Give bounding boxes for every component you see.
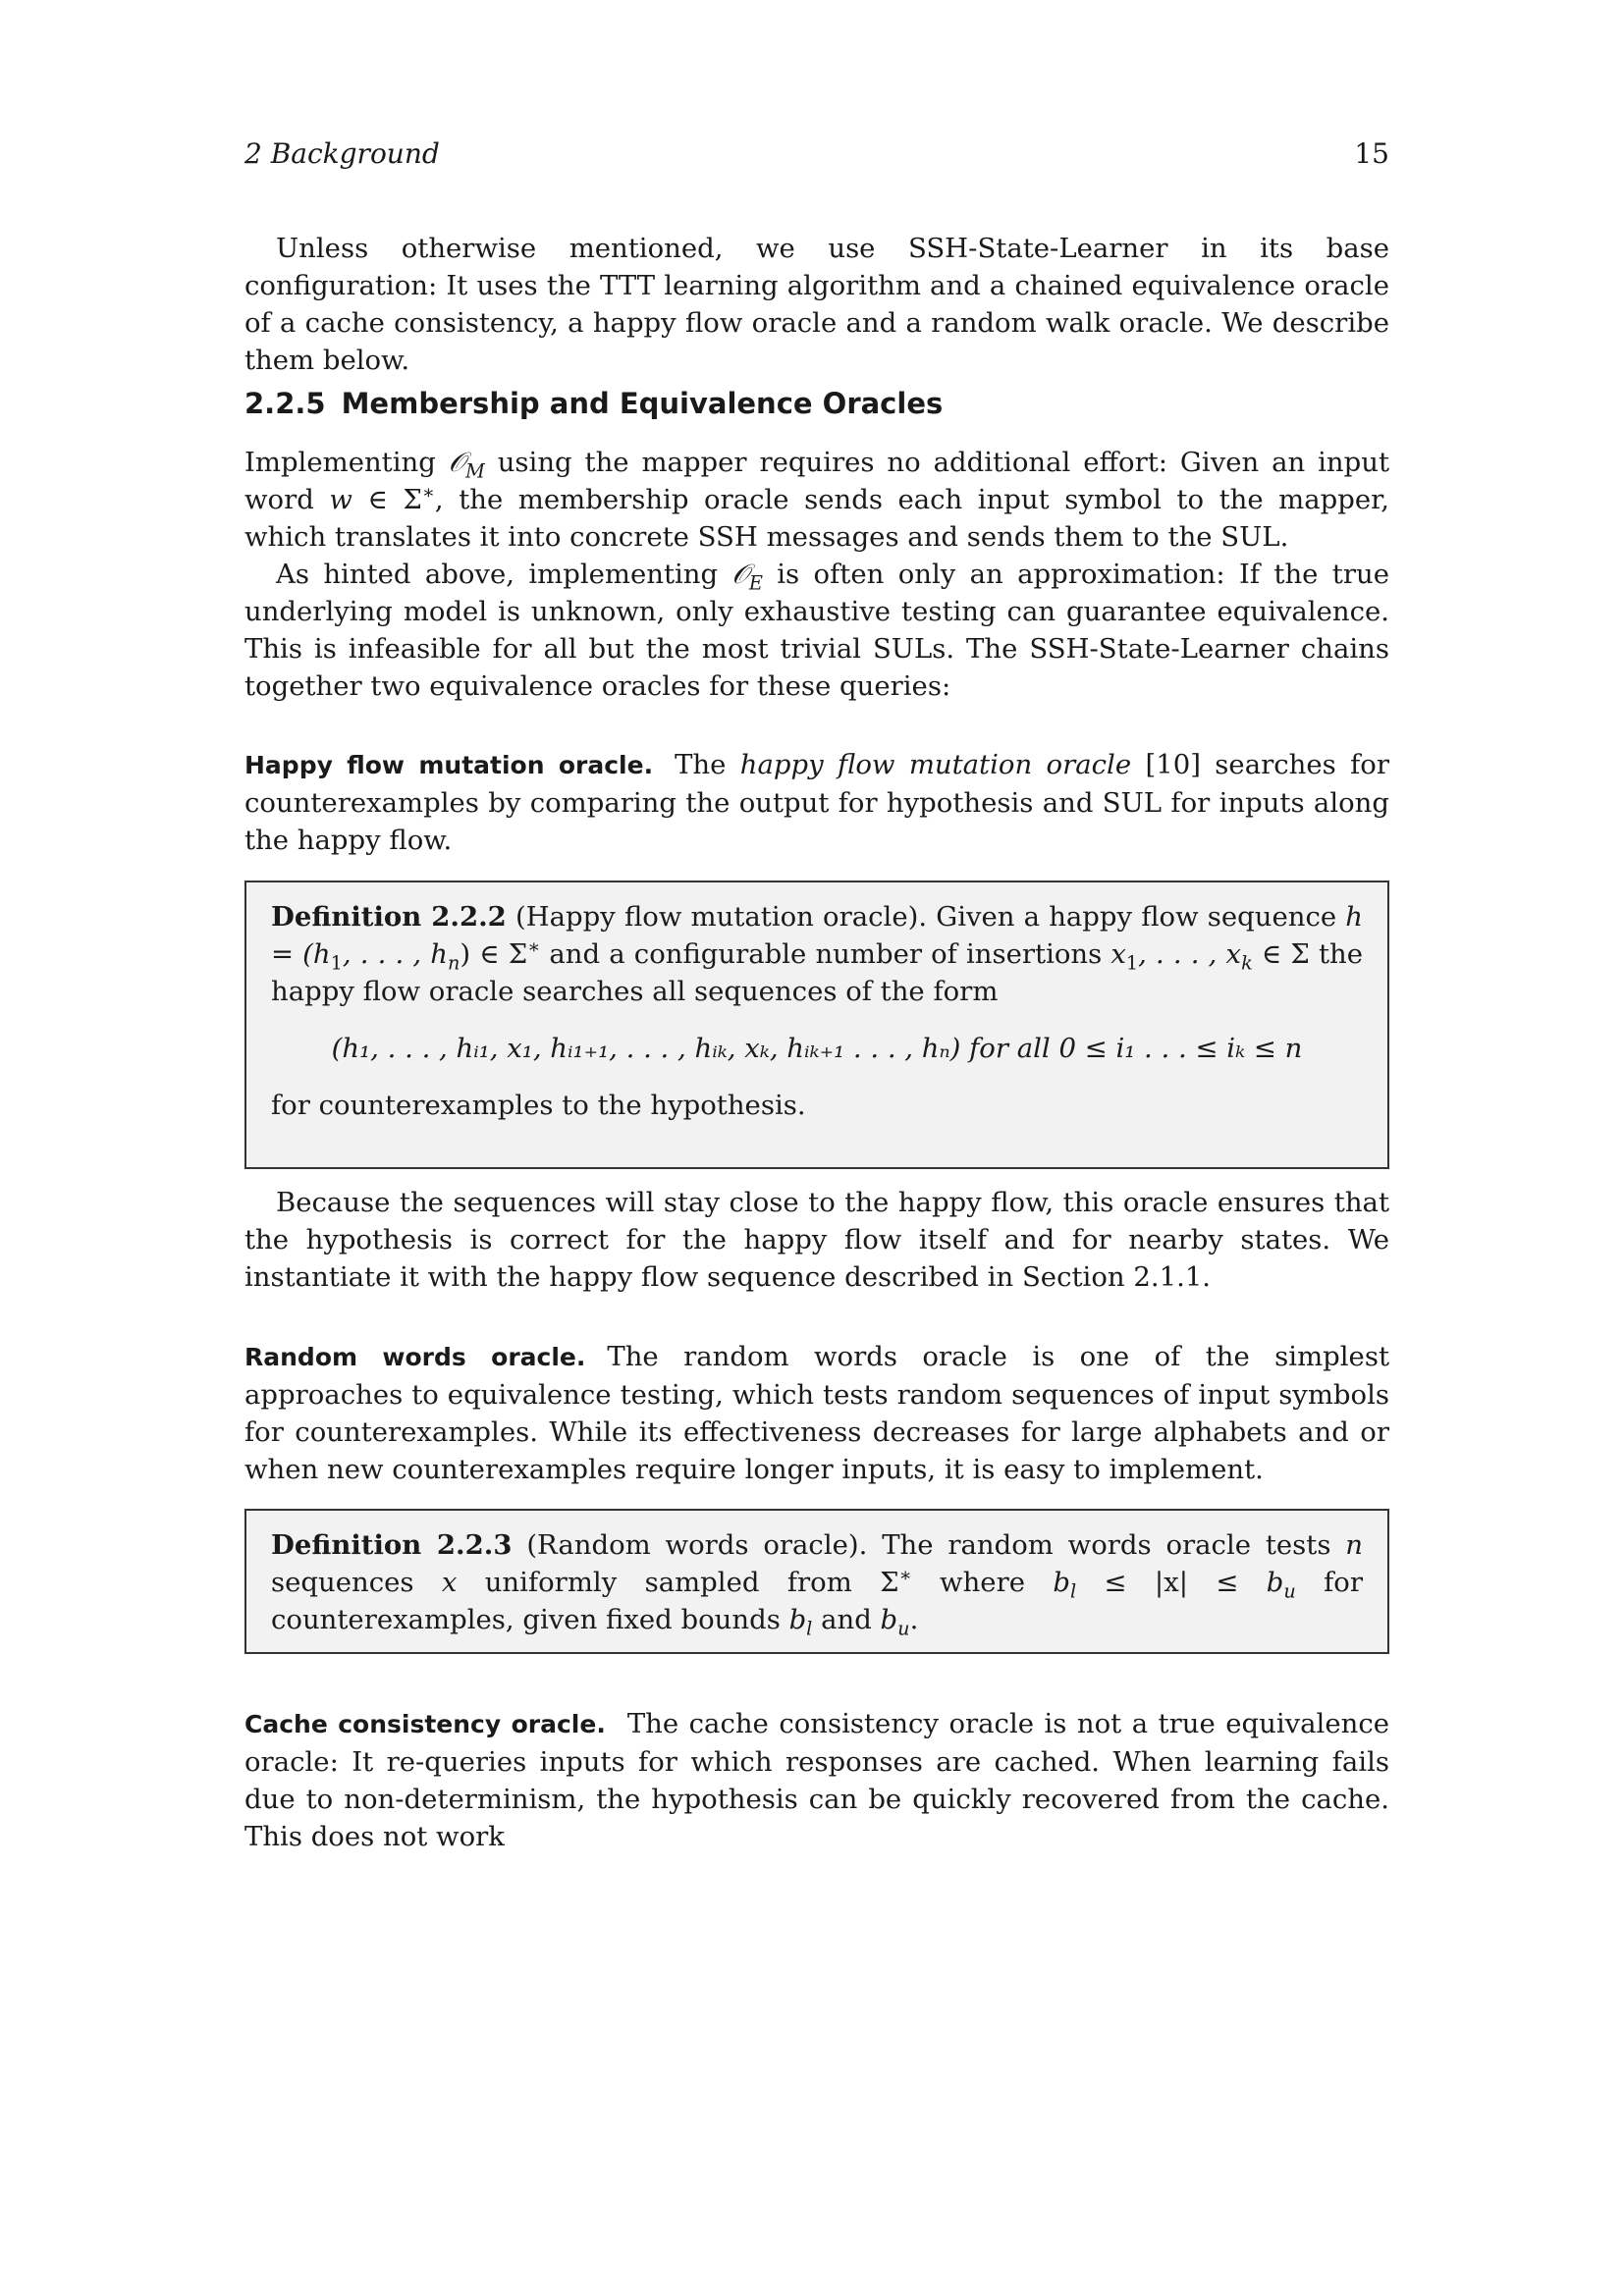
page-number: 15 — [1354, 137, 1389, 170]
equivalence-paragraph: As hinted above, implementing 𝒪$_E$ is often only an approximation: If the true underlying model is unknown, only exhaustive testing can guarantee equivalence. This is infeasible for all but the most trivial SULs. The SSH-State-Learner chains together two equivalence oracles for these queries: — [244, 559, 1389, 702]
paragraph-title: Random words oracle. — [244, 1343, 586, 1371]
intro-paragraph: Unless otherwise mentioned, we use SSH-State-Learner in its base configuration: It uses the TTT learning algorithm and a chained equivalence oracle of a cache consistency, a happy flow oracle and a random walk oracle. We describe them below. — [244, 233, 1389, 376]
oracle-symbol: 𝒪 — [731, 559, 749, 590]
running-head: 2 Background — [244, 137, 440, 170]
paragraph-title: Cache consistency oracle. — [244, 1710, 606, 1738]
cache-paragraph: Cache consistency oracle. The cache consistency oracle is not a true equivalence oracle: It re-queries inputs for which responses are cached. When learning fails due to non-determinism, the hypothesis can be quickly recovered from the cache. This does not work — [244, 1708, 1389, 1852]
oracle-symbol: 𝒪 — [448, 447, 466, 478]
definition-box — [244, 881, 1389, 1169]
membership-paragraph: Implementing 𝒪$_M$ using the mapper requires no additional effort: Given an input word w ∈ Σ∗, the membership oracle sends each input symbol to the mapper, which translates it into concrete SSH messages and sends them to the SUL. — [244, 447, 1389, 553]
section-heading — [244, 385, 1389, 422]
definition-text: Definition 2.2.2 (Happy flow mutation oracle). Given a happy flow sequence $h = (h_1$, . . . , $h_n$) ∈ Σ∗ and a configurable number of insertions $x_1$, . . . , $x_k$ ∈ Σ the happy flow oracle searches all sequences of the form — [271, 901, 1364, 1007]
definition-name: (Happy flow mutation oracle). — [514, 901, 928, 933]
section-number: 2.2.5 — [244, 387, 326, 420]
definition-text: Definition 2.2.3 (Random words oracle). The random words oracle tests n sequences x uniformly sampled from Σ∗ where $b_l \le |x| \le b_u$ for counterexamples, given fixed bounds $b_l$ and $b_u$. — [271, 1529, 1364, 1640]
paragraph-title: Happy flow mutation oracle. — [244, 751, 654, 779]
happy-flow-followup: Because the sequences will stay close to the happy flow, this oracle ensures that the hypothesis is correct for the happy flow itself and for nearby states. We instantiate it with the happy flow sequence described in Section 2.1.1. — [244, 1187, 1389, 1293]
random-words-paragraph: Random words oracle. The random words oracle is one of the simplest approaches to equivalence testing, which tests random sequences of input symbols for counterexamples. While its effectiveness decreases for large alphabets and or when new counterexamples require longer inputs, it is easy to implement. — [244, 1341, 1389, 1485]
definition-tail: for counterexamples to the hypothesis. — [271, 1090, 806, 1121]
definition-label: Definition 2.2.3 — [271, 1529, 513, 1561]
happy-flow-paragraph: Happy flow mutation oracle. The happy flow mutation oracle [10] searches for counterexamples by comparing the output for hypothesis and SUL for inputs along the happy flow. — [244, 749, 1389, 856]
definition-name: (Random words oracle). — [526, 1529, 868, 1561]
definition-label: Definition 2.2.2 — [271, 901, 507, 933]
section-title: Membership and Equivalence Oracles — [341, 387, 944, 420]
display-equation: (h₁, . . . , hᵢ₁, x₁, hᵢ₁₊₁, . . . , hᵢₖ, xₖ, hᵢₖ₊₁ . . . , hₙ) for all 0 ≤ i₁ . . . ≤ iₖ ≤ n — [331, 1033, 1303, 1064]
definition-box — [244, 1509, 1389, 1654]
